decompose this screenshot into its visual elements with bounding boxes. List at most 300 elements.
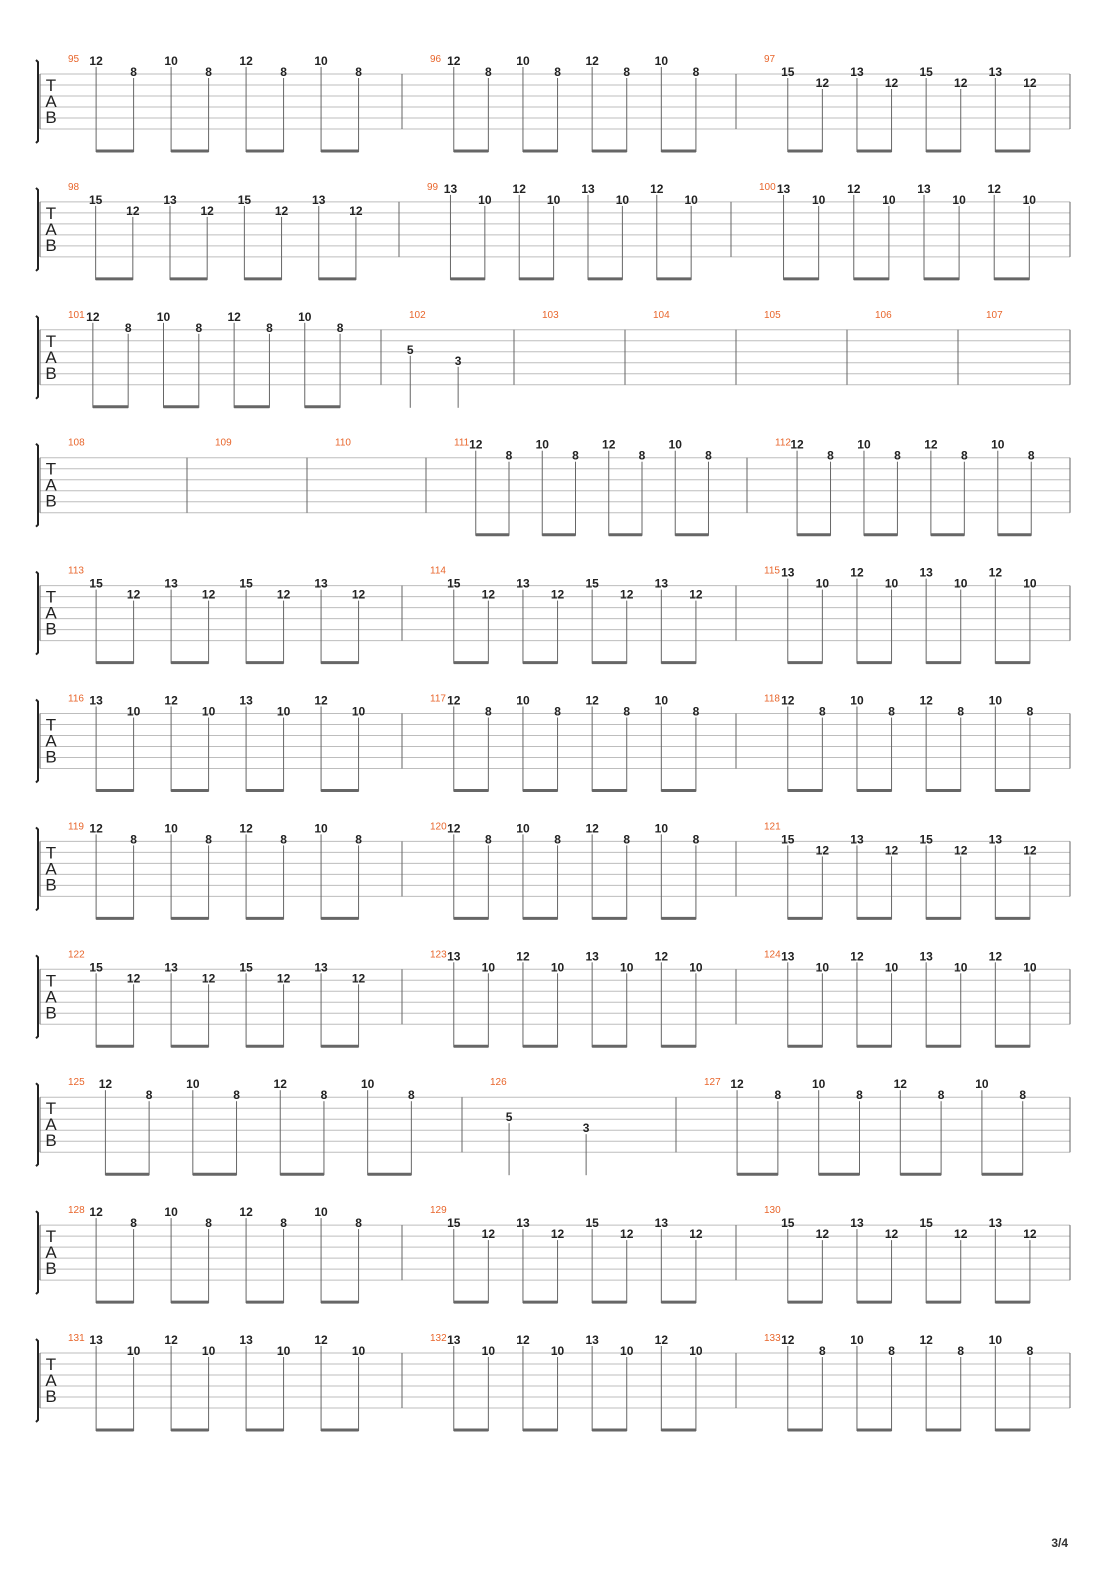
fret-number: 8 — [336, 320, 344, 335]
tab-clef-letter: B — [45, 1003, 57, 1023]
system-bracket — [36, 1083, 38, 1166]
fret-number: 8 — [960, 448, 968, 463]
fret-number: 10 — [954, 960, 968, 975]
fret-number: 12 — [602, 437, 616, 452]
fret-number: 13 — [516, 1216, 530, 1231]
fret-number: 12 — [954, 843, 968, 858]
fret-number: 8 — [957, 704, 965, 719]
page-number: 3/4 — [1051, 1536, 1068, 1550]
measure-number: 103 — [542, 309, 559, 321]
fret-number: 12 — [919, 693, 933, 708]
fret-number: 12 — [276, 587, 291, 602]
fret-number: 12 — [447, 693, 461, 708]
fret-number: 12 — [850, 949, 864, 964]
fret-number: 10 — [351, 704, 366, 719]
measure-number: 102 — [409, 309, 426, 321]
fret-number: 13 — [447, 949, 461, 964]
fret-number: 12 — [276, 971, 291, 986]
fret-number: 8 — [1026, 1344, 1034, 1358]
system-bracket — [36, 316, 38, 399]
fret-number: 15 — [919, 65, 933, 79]
fret-number: 10 — [811, 192, 826, 207]
measure-number: 119 — [68, 821, 84, 833]
fret-number: 15 — [89, 576, 103, 591]
fret-number: 3 — [582, 1121, 590, 1136]
tab-clef-letter: A — [45, 1115, 57, 1135]
fret-number: 8 — [888, 704, 895, 719]
fret-number: 12 — [1023, 76, 1037, 90]
fret-number: 12 — [126, 971, 141, 986]
fret-number: 12 — [620, 587, 634, 602]
measure-number: 132 — [430, 1333, 447, 1344]
fret-number: 12 — [126, 203, 140, 218]
fret-number: 8 — [827, 448, 834, 463]
fret-number: 12 — [481, 1227, 496, 1242]
fret-number: 12 — [1023, 1227, 1037, 1242]
fret-number: 10 — [201, 1344, 216, 1358]
fret-number: 8 — [505, 448, 513, 463]
fret-number: 12 — [585, 693, 599, 708]
fret-number: 8 — [266, 320, 273, 335]
tab-clef-letter: B — [45, 875, 57, 895]
fret-number: 12 — [790, 437, 804, 452]
fret-number: 8 — [819, 1344, 826, 1358]
fret-number: 12 — [89, 1205, 103, 1220]
fret-number: 12 — [850, 565, 864, 580]
fret-number: 12 — [201, 971, 216, 986]
fret-number: 3 — [454, 353, 462, 368]
measure-number: 97 — [764, 54, 776, 65]
tab-clef-letter: T — [45, 331, 57, 351]
fret-number: 8 — [205, 1216, 212, 1231]
tab-clef-letter: B — [45, 491, 57, 511]
tab-clef-letter: B — [45, 363, 57, 383]
tab-clef-letter: A — [45, 603, 57, 623]
tab-clef-letter: A — [45, 731, 57, 751]
fret-number: 13 — [443, 181, 458, 196]
measure-number: 98 — [68, 181, 80, 193]
fret-number: 12 — [689, 1227, 703, 1242]
fret-number: 15 — [237, 192, 252, 207]
measure-number: 108 — [68, 437, 85, 449]
measure-number: 124 — [764, 949, 781, 961]
measure-number: 127 — [704, 1077, 721, 1089]
fret-number: 12 — [469, 437, 483, 452]
fret-number: 8 — [320, 1088, 328, 1103]
fret-number: 10 — [654, 693, 669, 708]
fret-number: 15 — [919, 832, 933, 847]
fret-number: 10 — [620, 1344, 634, 1358]
fret-number: 12 — [919, 1333, 933, 1347]
fret-number: 12 — [550, 587, 565, 602]
fret-number: 15 — [88, 192, 103, 207]
fret-number: 10 — [884, 576, 899, 591]
tab-clef-letter: A — [45, 859, 57, 879]
measure-number: 113 — [68, 565, 84, 577]
fret-number: 8 — [856, 1088, 863, 1103]
measure-number: 107 — [986, 309, 1003, 321]
fret-number: 12 — [351, 971, 366, 986]
fret-number: 10 — [298, 309, 312, 324]
fret-number: 10 — [952, 192, 966, 207]
fret-number: 12 — [988, 565, 1003, 580]
fret-number: 12 — [893, 1077, 907, 1092]
tab-clef-letter: A — [45, 92, 57, 111]
fret-number: 10 — [314, 54, 328, 68]
fret-number: 10 — [620, 960, 634, 975]
fret-number: 15 — [781, 1216, 795, 1231]
fret-number: 12 — [164, 693, 178, 708]
fret-number: 12 — [550, 1227, 565, 1242]
fret-number: 12 — [481, 587, 496, 602]
fret-number: 10 — [535, 437, 549, 452]
fret-number: 13 — [89, 693, 103, 708]
measure-number: 110 — [335, 437, 351, 449]
fret-number: 13 — [850, 832, 864, 847]
fret-number: 13 — [164, 576, 178, 591]
fret-number: 10 — [360, 1077, 375, 1092]
fret-number: 12 — [201, 587, 216, 602]
fret-number: 8 — [408, 1088, 415, 1103]
measure-number: 114 — [430, 565, 446, 577]
fret-number: 12 — [954, 1227, 968, 1242]
measure-number: 118 — [764, 693, 780, 705]
fret-number: 12 — [585, 821, 599, 836]
fret-number: 8 — [130, 832, 137, 847]
tab-clef-letter: B — [45, 235, 57, 255]
system-bracket — [36, 700, 38, 783]
fret-number: 10 — [478, 192, 492, 207]
fret-number: 10 — [884, 960, 899, 975]
fret-number: 13 — [164, 960, 178, 975]
fret-number: 15 — [585, 576, 599, 591]
fret-number: 13 — [585, 949, 599, 964]
fret-number: 13 — [239, 1333, 253, 1347]
fret-number: 8 — [205, 65, 212, 79]
measure-number: 109 — [215, 437, 232, 449]
fret-number: 10 — [516, 821, 530, 836]
measure-number: 126 — [490, 1077, 507, 1089]
fret-number: 15 — [919, 1216, 933, 1231]
fret-number: 13 — [850, 1216, 864, 1231]
measure-number: 116 — [68, 693, 84, 705]
fret-number: 10 — [668, 437, 682, 452]
measure-number: 121 — [764, 821, 781, 833]
fret-number: 13 — [917, 181, 931, 196]
tab-clef-letter: B — [45, 1259, 57, 1279]
fret-number: 8 — [692, 65, 700, 79]
fret-number: 8 — [485, 704, 492, 719]
fret-number: 10 — [201, 704, 216, 719]
fret-number: 10 — [1023, 960, 1037, 975]
tab-clef-letter: T — [45, 1227, 57, 1247]
fret-number: 10 — [988, 1333, 1003, 1347]
measure-number: 106 — [875, 309, 892, 321]
fret-number: 10 — [156, 309, 171, 324]
fret-number: 8 — [692, 832, 700, 847]
fret-number: 12 — [988, 949, 1003, 964]
fret-number: 15 — [447, 576, 461, 591]
fret-number: 13 — [781, 565, 795, 580]
fret-number: 13 — [581, 181, 595, 196]
fret-number: 8 — [130, 65, 137, 79]
fret-number: 12 — [924, 437, 938, 452]
fret-number: 8 — [1019, 1088, 1027, 1103]
fret-number: 8 — [355, 65, 362, 79]
fret-number: 10 — [186, 1077, 200, 1092]
fret-number: 12 — [126, 587, 141, 602]
fret-number: 8 — [819, 704, 826, 719]
tab-clef-letter: B — [45, 1131, 57, 1151]
fret-number: 10 — [126, 1344, 141, 1358]
fret-number: 12 — [351, 587, 366, 602]
measure-number: 115 — [764, 565, 780, 577]
fret-number: 8 — [623, 65, 631, 79]
fret-number: 12 — [620, 1227, 634, 1242]
fret-number: 10 — [882, 192, 896, 207]
fret-number: 12 — [516, 1333, 530, 1347]
measure-number: 96 — [430, 54, 442, 65]
fret-number: 12 — [954, 76, 968, 90]
fret-number: 12 — [447, 821, 461, 836]
fret-number: 12 — [689, 587, 703, 602]
fret-number: 13 — [654, 576, 669, 591]
tab-clef-letter: B — [45, 747, 57, 767]
fret-number: 10 — [815, 960, 830, 975]
system-bracket — [36, 188, 38, 271]
measure-number: 131 — [68, 1333, 85, 1344]
fret-number: 12 — [273, 1077, 287, 1092]
fret-number: 12 — [239, 54, 253, 68]
measure-number: 129 — [430, 1205, 447, 1217]
system-bracket — [36, 60, 38, 143]
fret-number: 12 — [516, 949, 530, 964]
measure-number: 111 — [454, 437, 470, 449]
fret-number: 10 — [654, 54, 669, 68]
fret-number: 12 — [585, 54, 599, 68]
fret-number: 10 — [1023, 576, 1037, 591]
fret-number: 10 — [684, 192, 698, 207]
fret-number: 12 — [781, 1333, 795, 1347]
fret-number: 10 — [954, 576, 968, 591]
fret-number: 10 — [975, 1077, 989, 1092]
fret-number: 12 — [730, 1077, 744, 1092]
fret-number: 13 — [314, 576, 328, 591]
fret-number: 12 — [89, 821, 103, 836]
fret-number: 8 — [145, 1088, 153, 1103]
measure-number: 95 — [68, 54, 80, 65]
tab-clef-letter: T — [45, 459, 57, 479]
fret-number: 10 — [481, 960, 496, 975]
fret-number: 8 — [937, 1088, 945, 1103]
fret-number: 8 — [554, 832, 561, 847]
tab-clef-letter: A — [45, 987, 57, 1007]
fret-number: 12 — [314, 1333, 328, 1347]
fret-number: 13 — [239, 693, 253, 708]
fret-number: 10 — [689, 1344, 703, 1358]
fret-number: 8 — [124, 320, 132, 335]
fret-number: 12 — [654, 1333, 669, 1347]
fret-number: 10 — [550, 1344, 565, 1358]
tab-clef-letter: B — [45, 108, 57, 127]
fret-number: 15 — [239, 576, 253, 591]
fret-number: 13 — [654, 1216, 669, 1231]
fret-number: 15 — [781, 832, 795, 847]
fret-number: 13 — [163, 192, 177, 207]
fret-number: 12 — [815, 843, 830, 858]
fret-number: 12 — [349, 203, 363, 218]
tab-clef-letter: T — [45, 587, 57, 607]
fret-number: 8 — [280, 832, 287, 847]
system-bracket — [36, 1339, 38, 1422]
tab-clef-letter: B — [45, 1387, 57, 1406]
fret-number: 10 — [276, 704, 291, 719]
fret-number: 10 — [164, 54, 178, 68]
measure-number: 112 — [775, 437, 791, 449]
fret-number: 12 — [654, 949, 669, 964]
tab-clef-letter: T — [45, 843, 57, 863]
fret-number: 8 — [623, 832, 631, 847]
tab-clef-letter: A — [45, 347, 57, 367]
tab-clef-letter: A — [45, 1243, 57, 1263]
fret-number: 13 — [776, 181, 791, 196]
tab-clef-letter: T — [45, 1355, 57, 1374]
fret-number: 8 — [195, 320, 203, 335]
tab-clef-letter: T — [45, 1099, 57, 1119]
fret-number: 8 — [888, 1344, 895, 1358]
fret-number: 8 — [894, 448, 901, 463]
fret-number: 13 — [988, 1216, 1003, 1231]
system-bracket — [36, 827, 38, 910]
fret-number: 8 — [774, 1088, 782, 1103]
measure-number: 100 — [759, 181, 776, 193]
fret-number: 8 — [554, 704, 561, 719]
fret-number: 12 — [815, 1227, 830, 1242]
fret-number: 8 — [1026, 704, 1034, 719]
fret-number: 15 — [781, 65, 795, 79]
fret-number: 13 — [314, 960, 328, 975]
fret-number: 8 — [705, 448, 712, 463]
fret-number: 10 — [850, 693, 864, 708]
fret-number: 12 — [781, 693, 795, 708]
fret-number: 10 — [164, 1205, 178, 1220]
fret-number: 12 — [447, 54, 461, 68]
fret-number: 12 — [884, 1227, 899, 1242]
fret-number: 10 — [314, 1205, 328, 1220]
tab-clef-letter: T — [45, 203, 57, 223]
fret-number: 10 — [516, 54, 530, 68]
fret-number: 12 — [274, 203, 289, 218]
fret-number: 15 — [585, 1216, 599, 1231]
fret-number: 13 — [781, 949, 795, 964]
measure-number: 117 — [430, 693, 446, 705]
fret-number: 8 — [572, 448, 579, 463]
fret-number: 8 — [355, 832, 362, 847]
tab-clef-letter: B — [45, 619, 57, 639]
fret-number: 10 — [126, 704, 141, 719]
fret-number: 12 — [650, 181, 664, 196]
fret-number: 8 — [485, 832, 492, 847]
fret-number: 8 — [623, 704, 631, 719]
fret-number: 8 — [485, 65, 492, 79]
fret-number: 12 — [98, 1077, 113, 1092]
fret-number: 12 — [512, 181, 526, 196]
system-bracket — [36, 444, 38, 527]
fret-number: 10 — [1022, 192, 1036, 207]
fret-number: 10 — [689, 960, 703, 975]
measure-number: 101 — [68, 309, 85, 321]
fret-number: 12 — [239, 821, 253, 836]
fret-number: 10 — [481, 1344, 496, 1358]
fret-number: 12 — [200, 203, 214, 218]
fret-number: 10 — [815, 576, 830, 591]
measure-number: 125 — [68, 1077, 85, 1089]
fret-number: 13 — [89, 1333, 103, 1347]
fret-number: 10 — [857, 437, 871, 452]
fret-number: 10 — [654, 821, 669, 836]
fret-number: 13 — [919, 949, 933, 964]
tab-clef-letter: A — [45, 475, 57, 495]
fret-number: 10 — [314, 821, 328, 836]
fret-number: 12 — [86, 309, 100, 324]
measure-number: 122 — [68, 949, 85, 961]
fret-number: 10 — [988, 693, 1003, 708]
fret-number: 10 — [812, 1077, 826, 1092]
fret-number: 12 — [227, 309, 241, 324]
measure-number: 99 — [427, 181, 439, 193]
fret-number: 8 — [957, 1344, 965, 1358]
measure-number: 130 — [764, 1205, 781, 1217]
fret-number: 10 — [615, 192, 630, 207]
fret-number: 8 — [638, 448, 646, 463]
fret-number: 10 — [546, 192, 561, 207]
tab-clef-letter: A — [45, 219, 57, 239]
fret-number: 10 — [164, 821, 178, 836]
system-bracket — [36, 1211, 38, 1294]
fret-number: 8 — [130, 1216, 137, 1231]
fret-number: 12 — [884, 843, 899, 858]
fret-number: 12 — [1023, 843, 1037, 858]
fret-number: 10 — [516, 693, 530, 708]
measure-number: 105 — [764, 309, 781, 321]
fret-number: 12 — [239, 1205, 253, 1220]
fret-number: 13 — [850, 65, 864, 79]
fret-number: 10 — [550, 960, 565, 975]
measure-number: 104 — [653, 309, 670, 321]
fret-number: 12 — [987, 181, 1001, 196]
fret-number: 8 — [355, 1216, 362, 1231]
fret-number: 13 — [447, 1333, 461, 1347]
fret-number: 15 — [239, 960, 253, 975]
fret-number: 8 — [233, 1088, 240, 1103]
fret-number: 13 — [312, 192, 326, 207]
fret-number: 10 — [991, 437, 1005, 452]
fret-number: 10 — [351, 1344, 366, 1358]
fret-number: 12 — [847, 181, 861, 196]
fret-number: 8 — [692, 704, 700, 719]
fret-number: 13 — [516, 576, 530, 591]
fret-number: 13 — [585, 1333, 599, 1347]
fret-number: 8 — [1027, 448, 1035, 463]
fret-number: 15 — [89, 960, 103, 975]
fret-number: 12 — [884, 76, 899, 90]
fret-number: 12 — [314, 693, 328, 708]
fret-number: 5 — [406, 342, 414, 357]
fret-number: 8 — [205, 832, 212, 847]
tab-clef-letter: A — [45, 1371, 57, 1390]
measure-number: 120 — [430, 821, 447, 833]
measure-number: 123 — [430, 949, 447, 961]
